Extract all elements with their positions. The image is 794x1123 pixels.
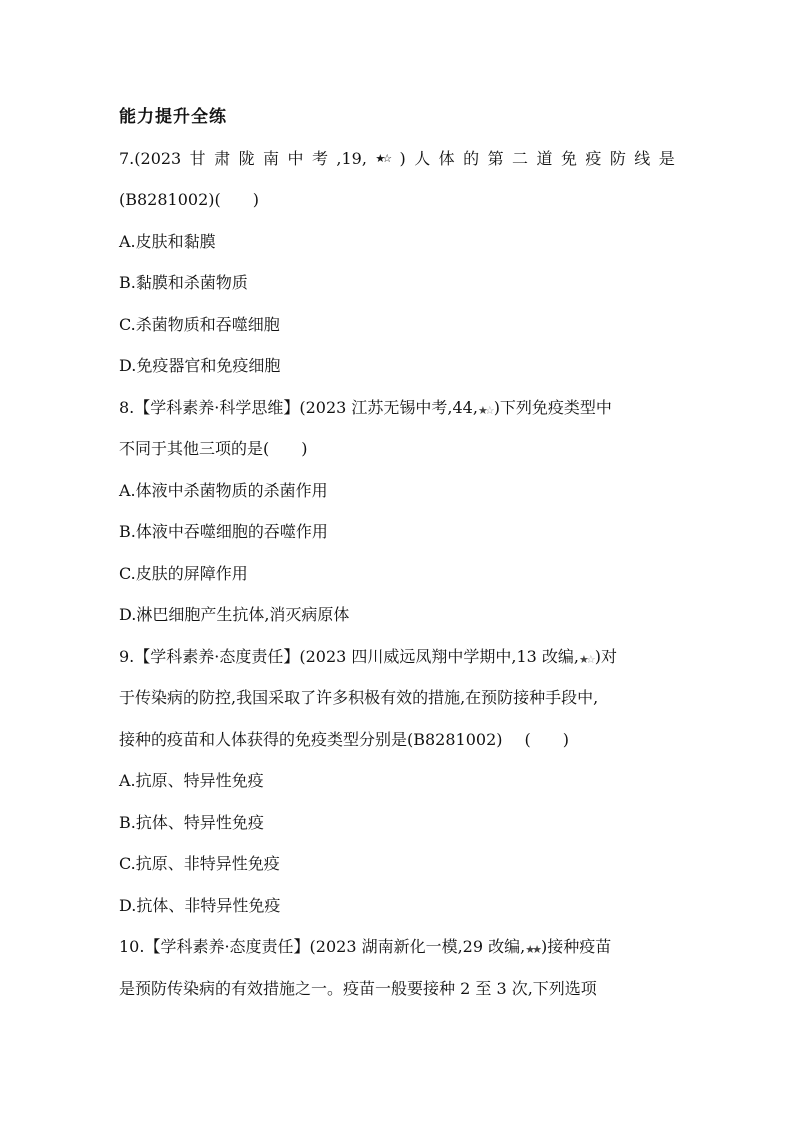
q7-text: 防 bbox=[609, 148, 626, 168]
q7-text: 道 bbox=[536, 148, 553, 168]
q8-option-c: C.皮肤的屏障作用 bbox=[119, 563, 248, 583]
q8-text: 8.【学科素养·科学思维】(2023 江苏无锡中考,44, bbox=[119, 397, 478, 417]
q9-text: 9.【学科素养·态度责任】(2023 四川威远凤翔中学期中,13 改编, bbox=[119, 646, 580, 666]
q9-option-a: A.抗原、特异性免疫 bbox=[119, 771, 264, 790]
q7-text: 免 bbox=[560, 148, 577, 168]
q8-stem-line-1 bbox=[119, 393, 675, 423]
star-rating-icon: ★☆ bbox=[579, 652, 593, 666]
star-rating-icon: ★★ bbox=[525, 943, 539, 956]
q7-text: 南 bbox=[263, 148, 280, 168]
q7-option-a: A.皮肤和黏膜 bbox=[119, 231, 216, 251]
q9-option-d: D.抗体、非特异性免疫 bbox=[119, 895, 281, 915]
q7-text: 线 bbox=[634, 148, 651, 168]
q7-text: 中 bbox=[287, 148, 304, 168]
q7-text: 体 bbox=[438, 148, 455, 168]
q7-option-b: B.黏膜和杀菌物质 bbox=[119, 273, 248, 292]
q7-text: 第 bbox=[487, 148, 504, 168]
q8-paren-close: ) bbox=[301, 439, 308, 458]
question-content bbox=[119, 102, 675, 1015]
star-rating-icon: ★☆ bbox=[477, 403, 492, 417]
q7-option-c: C.杀菌物质和吞噬细胞 bbox=[119, 314, 280, 334]
q7-text: 人 bbox=[414, 148, 431, 168]
q7-text: 是 bbox=[658, 148, 675, 168]
q8-option-a: A.体液中杀菌物质的杀菌作用 bbox=[119, 480, 328, 500]
section-title: 能力提升全练 bbox=[119, 107, 227, 127]
q9-option-c: C.抗原、非特异性免疫 bbox=[119, 854, 280, 873]
q7-stem-line-2 bbox=[119, 185, 675, 215]
q7-text: 考 bbox=[311, 148, 328, 168]
q10-stem-line-1 bbox=[119, 932, 675, 962]
q9-paren-open: ( bbox=[524, 729, 531, 749]
q9-text: 接种的疫苗和人体获得的免疫类型分别是(B8281002) bbox=[119, 729, 503, 749]
q7-code: (B8281002)( bbox=[119, 190, 221, 209]
q7-paren-close: ) bbox=[252, 190, 259, 209]
q9-option-b: B.抗体、特异性免疫 bbox=[119, 812, 264, 832]
q10-stem-line-2: 是预防传染病的有效措施之一。疫苗一般要接种 2 至 3 次,下列选项 bbox=[119, 978, 597, 998]
q9-paren-close: ) bbox=[562, 729, 570, 749]
q7-text: 的 bbox=[463, 148, 480, 168]
q8-text: )下列免疫类型中 bbox=[493, 397, 612, 417]
q10-text: 10.【学科素养·态度责任】(2023 湖南新化一模,29 改编, bbox=[119, 937, 526, 956]
q7-text: 肃 bbox=[214, 148, 231, 168]
q7-stem-line-1 bbox=[119, 144, 675, 174]
q8-stem-line-2 bbox=[119, 434, 675, 464]
q7-option-d: D.免疫器官和免疫细胞 bbox=[119, 356, 281, 375]
q7-text: 二 bbox=[512, 148, 529, 168]
star-rating-icon: ★☆ bbox=[375, 151, 390, 165]
q8-option-b: B.体液中吞噬细胞的吞噬作用 bbox=[119, 522, 328, 541]
q10-text: )接种疫苗 bbox=[540, 937, 612, 956]
q8-option-d: D.淋巴细胞产生抗体,消灭病原体 bbox=[119, 605, 350, 624]
q7-text: 陇 bbox=[238, 148, 255, 168]
q8-text: 不同于其他三项的是( bbox=[119, 439, 270, 458]
q7-text: ,19, bbox=[336, 148, 367, 168]
q7-text: 甘 bbox=[189, 148, 206, 168]
q9-stem-line-1 bbox=[119, 642, 675, 672]
q9-text: )对 bbox=[594, 646, 618, 666]
q9-stem-line-3 bbox=[119, 725, 675, 755]
q7-text: ) bbox=[399, 148, 406, 168]
q7-text: 疫 bbox=[585, 148, 602, 168]
q7-text: 7.(2023 bbox=[119, 148, 182, 168]
q9-stem-line-2: 于传染病的防控,我国采取了许多积极有效的措施,在预防接种手段中, bbox=[119, 688, 599, 707]
